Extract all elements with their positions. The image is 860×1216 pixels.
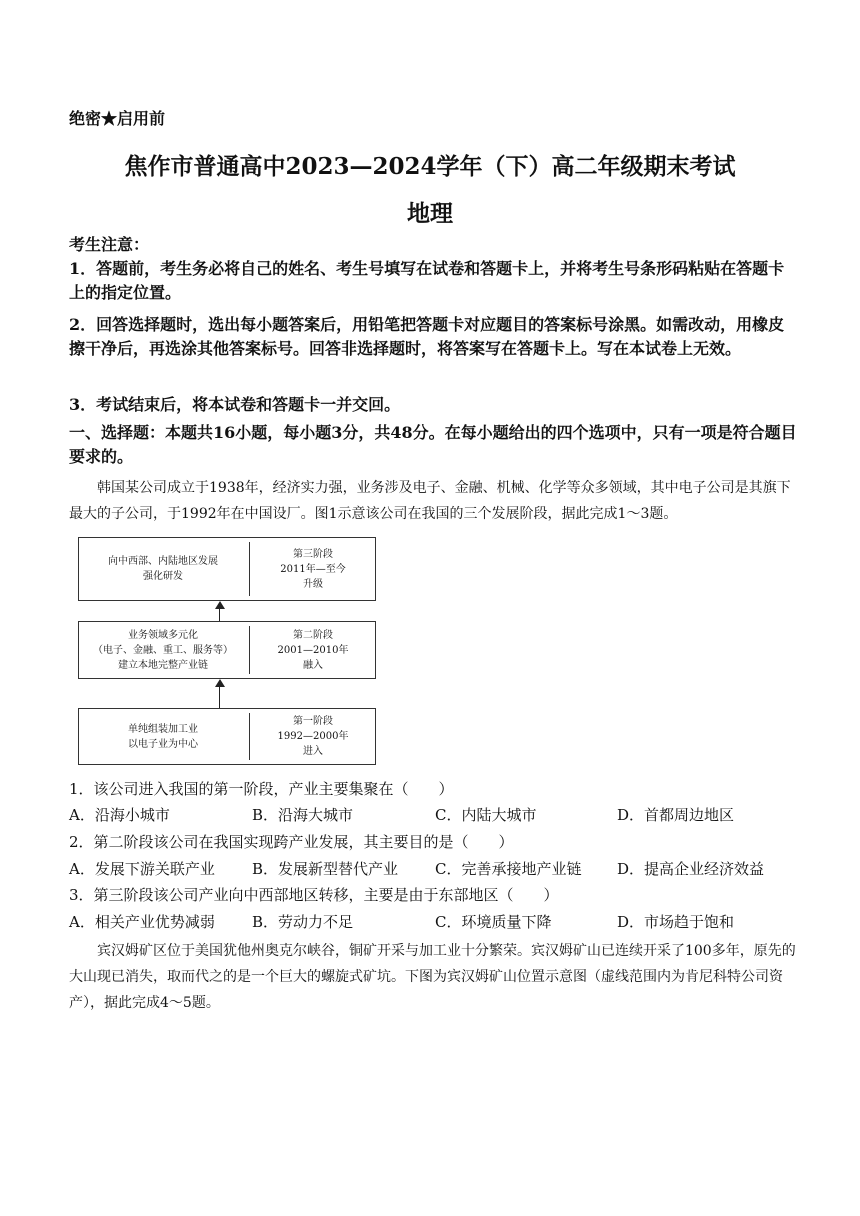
stage-3-box xyxy=(78,537,376,601)
question-1-option-d[interactable]: D．首都周边地区 xyxy=(617,806,735,824)
arrow-2-to-3-head xyxy=(215,601,225,609)
stage-3-divider xyxy=(249,542,250,596)
question-3-option-b[interactable]: B．劳动力不足 xyxy=(252,913,354,931)
confidential-label: 绝密★启用前 xyxy=(69,109,166,128)
stage-1-years: 1992—2000年 xyxy=(277,731,349,742)
question-2-option-d[interactable]: D．提高企业经济效益 xyxy=(617,860,765,878)
stage-3-label: 升级 xyxy=(303,578,323,590)
question-3-stem: 3．第三阶段该公司产业向中西部地区转移，主要是由于东部地区（ ） xyxy=(69,886,559,904)
question-3-option-a[interactable]: A．相关产业优势减弱 xyxy=(69,913,215,931)
stage-2-name: 第二阶段 xyxy=(293,629,333,641)
question-2-option-a[interactable]: A．发展下游关联产业 xyxy=(69,860,215,878)
arrow-1-to-2-head xyxy=(215,679,225,687)
question-1-stem: 1．该公司进入我国的第一阶段，产业主要集聚在（ ） xyxy=(69,780,454,798)
question-1-option-c[interactable]: C．内陆大城市 xyxy=(435,806,537,824)
notice-item-1: 1．答题前，考生务必将自己的姓名、考生号填写在试卷和答题卡上，并将考生号条形码粘贴在答题卡上的指定位置。 xyxy=(69,259,785,302)
stage-3-text-1: 向中西部、内陆地区发展 xyxy=(108,556,218,567)
section-1-heading: 一、选择题：本题共16小题，每小题3分，共48分。在每小题给出的四个选项中，只有一项是符合题目要求的。 xyxy=(69,423,797,466)
passage-2: 宾汉姆矿区位于美国犹他州奥克尔峡谷，铜矿开采与加工业十分繁荣。宾汉姆矿山已连续开采了100多年，原先的大山现已消失，取而代之的是一个巨大的螺旋式矿坑。下图为宾汉姆矿山位置示意图（虚线范围内为肯尼科特公司资产），据此完成4～5题。 xyxy=(69,943,796,1011)
stage-2-label: 融入 xyxy=(303,659,323,671)
exam-title: 焦作市普通高中2023—2024学年（下）高二年级期末考试 xyxy=(124,153,736,180)
stage-3-years: 2011年—至今 xyxy=(280,563,346,575)
question-2-option-b[interactable]: B．发展新型替代产业 xyxy=(252,860,399,878)
stage-3-text-2: 强化研发 xyxy=(143,571,183,582)
question-1-option-a[interactable]: A．沿海小城市 xyxy=(69,806,170,824)
passage-1: 韩国某公司成立于1938年，经济实力强，业务涉及电子、金融、机械、化学等众多领域，其中电子公司是其旗下最大的子公司，于1992年在中国设厂。图1示意该公司在我国的三个发展阶段，据此完成1～3题。 xyxy=(69,480,791,522)
stage-2-divider xyxy=(249,626,250,674)
notice-item-2: 2．回答选择题时，选出每小题答案后，用铅笔把答题卡对应题目的答案标号涂黑。如需改动，用橡皮擦干净后，再选涂其他答案标号。回答非选择题时，将答案写在答题卡上。写在本试卷上无效。 xyxy=(69,315,785,358)
stage-1-text-1: 单纯组装加工业 xyxy=(128,723,198,735)
question-2-stem: 2．第二阶段该公司在我国实现跨产业发展，其主要目的是（ ） xyxy=(69,833,514,851)
question-3-option-d[interactable]: D．市场趋于饱和 xyxy=(617,913,735,931)
notice-item-3: 3．考试结束后，将本试卷和答题卡一并交回。 xyxy=(69,395,401,414)
stage-1-text-2: 以电子业为中心 xyxy=(128,738,198,750)
stage-1-box xyxy=(78,708,376,765)
stage-2-text-1: 业务领域多元化 xyxy=(128,629,198,641)
development-stages-diagram xyxy=(78,537,376,765)
stage-2-box xyxy=(78,621,376,679)
stage-2-years: 2001—2010年 xyxy=(277,644,349,656)
question-2-option-c[interactable]: C．完善承接地产业链 xyxy=(435,860,582,878)
stage-1-name: 第一阶段 xyxy=(293,716,333,727)
stage-2-text-2: （电子、金融、重工、服务等） xyxy=(93,644,233,656)
stage-1-label: 进入 xyxy=(303,746,323,757)
question-3-option-c[interactable]: C．环境质量下降 xyxy=(435,913,552,931)
question-1-option-b[interactable]: B．沿海大城市 xyxy=(252,806,354,824)
arrow-2-to-3-line xyxy=(219,608,220,621)
subject-title: 地理 xyxy=(407,200,453,227)
arrow-1-to-2-line xyxy=(219,686,220,708)
notice-heading: 考生注意： xyxy=(69,235,150,254)
stage-3-name: 第三阶段 xyxy=(293,548,333,560)
stage-2-text-3: 建立本地完整产业链 xyxy=(118,659,208,671)
stage-1-divider xyxy=(249,713,250,760)
